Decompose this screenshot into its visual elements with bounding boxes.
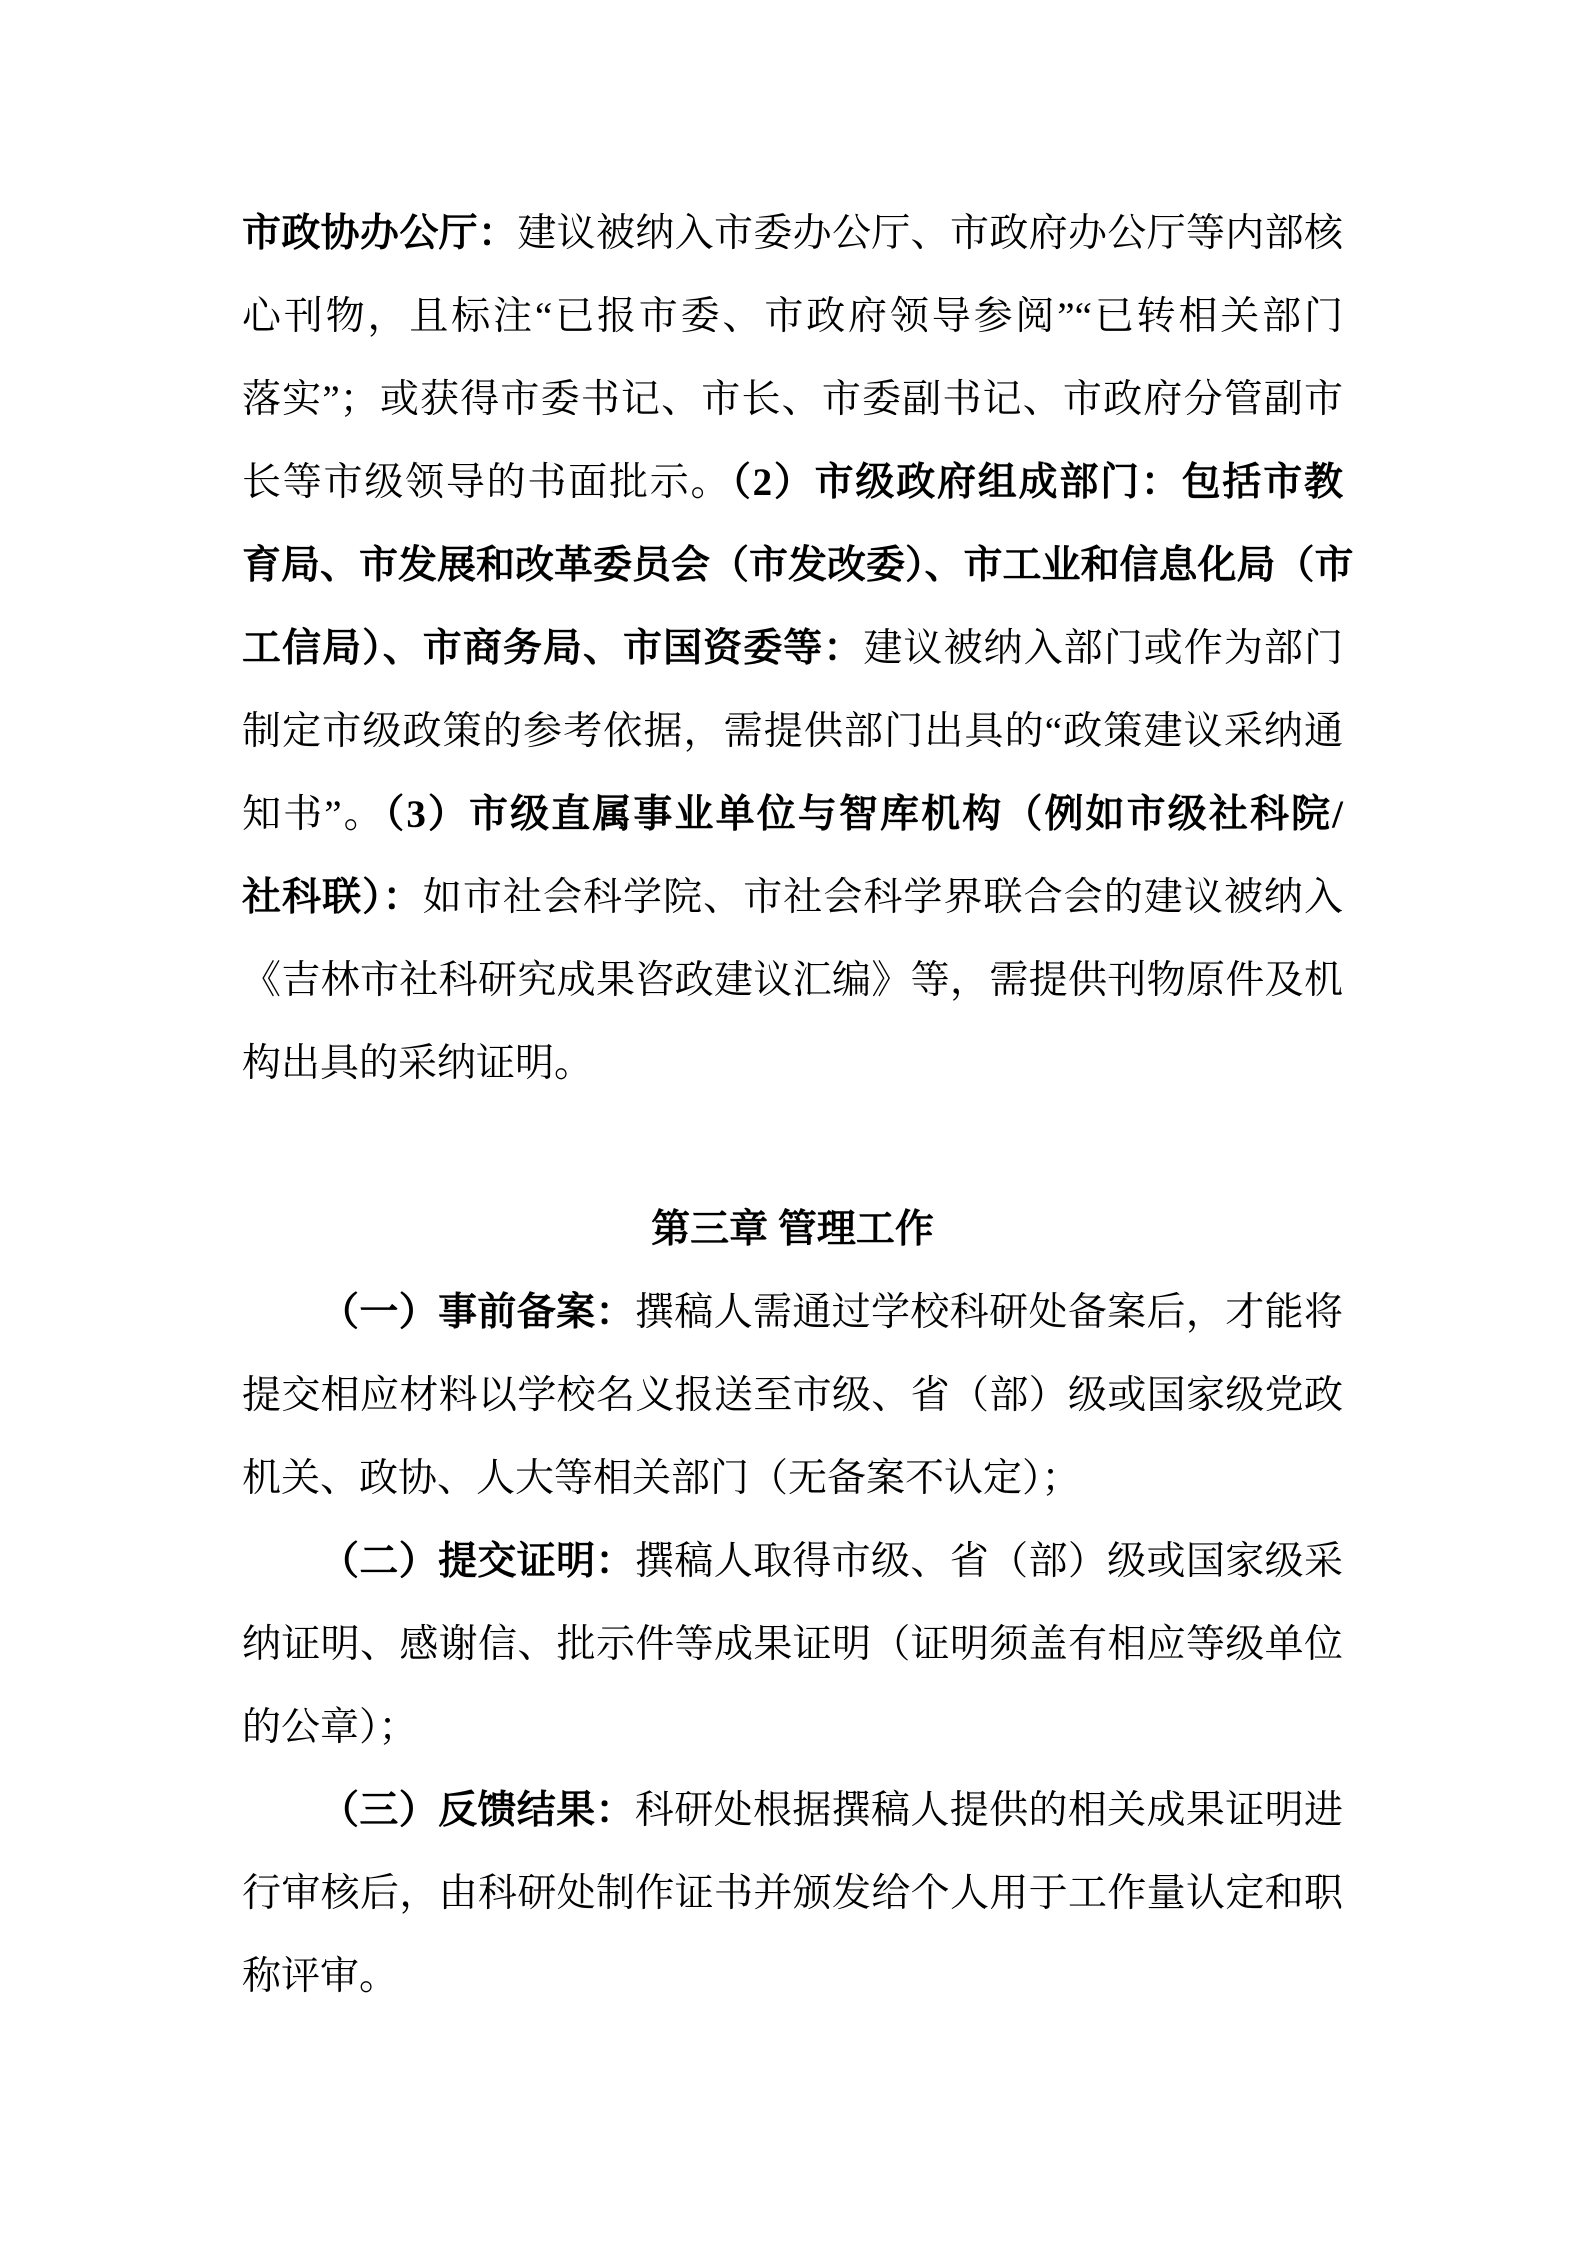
text-segment: 构出具的采纳证明。 bbox=[242, 1042, 594, 1085]
text-line bbox=[242, 275, 1343, 358]
text-segment: 建议被纳入部门或作为部门 bbox=[863, 627, 1343, 670]
item-3-feedback-result bbox=[242, 1769, 1343, 2018]
text-line bbox=[242, 773, 1343, 856]
text-line bbox=[242, 1686, 1343, 1769]
item-2-submit-proof bbox=[242, 1520, 1343, 1769]
text-segment: 称评审。 bbox=[242, 1955, 399, 1998]
text-line bbox=[242, 1603, 1343, 1686]
bold-text-segment: （二）提交证明： bbox=[320, 1540, 635, 1583]
bold-text-segment: 育局、市发展和改革委员会（市发改委）、市工业和信息化局（市 bbox=[242, 544, 1354, 587]
text-segment: 行审核后，由科研处制作证书并颁发给个人用于工作量认定和职 bbox=[242, 1872, 1343, 1915]
text-line bbox=[242, 607, 1343, 690]
text-line bbox=[242, 441, 1343, 524]
text-segment: 建议被纳入市委办公厅、市政府办公厅等内部核 bbox=[517, 212, 1343, 255]
text-segment: 科研处根据撰稿人提供的相关成果证明进 bbox=[634, 1789, 1343, 1832]
bold-text-segment: （3）市级直属事业单位与智库机构（例如市级社科院/ bbox=[384, 793, 1343, 836]
bold-text-segment: （三）反馈结果： bbox=[320, 1789, 635, 1832]
text-line bbox=[242, 1437, 1343, 1520]
text-line bbox=[242, 524, 1354, 607]
text-line bbox=[242, 1935, 1343, 2018]
item-1-advance-filing bbox=[242, 1271, 1343, 1520]
text-line bbox=[242, 1354, 1343, 1437]
bold-text-segment: （2）市级政府组成部门：包括市教 bbox=[731, 461, 1343, 504]
text-line bbox=[242, 358, 1343, 441]
text-segment: 撰稿人取得市级、省（部）级或国家级采 bbox=[634, 1540, 1343, 1583]
bold-text-segment: （一）事前备案： bbox=[320, 1291, 635, 1334]
text-segment: 提交相应材料以学校名义报送至市级、省（部）级或国家级党政 bbox=[242, 1374, 1343, 1417]
document-content bbox=[242, 192, 1354, 2018]
bold-text-segment: 工信局）、市商务局、市国资委等： bbox=[242, 627, 864, 670]
text-line bbox=[242, 856, 1343, 939]
text-line bbox=[242, 192, 1343, 275]
text-line bbox=[242, 1271, 1343, 1354]
text-line bbox=[242, 690, 1343, 773]
chapter-heading: 第三章 管理工作 bbox=[651, 1208, 934, 1251]
paragraph-city-level-adoption bbox=[242, 192, 1354, 1105]
text-line bbox=[242, 1022, 1343, 1105]
text-line bbox=[242, 1852, 1343, 1935]
text-line bbox=[242, 939, 1343, 1022]
text-segment: 纳证明、感谢信、批示件等成果证明（证明须盖有相应等级单位 bbox=[242, 1623, 1343, 1666]
text-segment: 《吉林市社科研究成果咨政建议汇编》等，需提供刊物原件及机 bbox=[242, 959, 1343, 1002]
text-segment: 撰稿人需通过学校科研处备案后，才能将 bbox=[634, 1291, 1343, 1334]
text-segment: 机关、政协、人大等相关部门（无备案不认定）； bbox=[242, 1457, 1081, 1500]
bold-text-segment: 市政协办公厅： bbox=[242, 212, 518, 255]
text-line bbox=[242, 1520, 1343, 1603]
text-segment: 落实”；或获得市委书记、市长、市委副书记、市政府分管副市 bbox=[242, 378, 1343, 421]
text-segment: 心刊物，且标注“已报市委、市政府领导参阅”“已转相关部门 bbox=[242, 295, 1343, 338]
bold-text-segment: 社科联）： bbox=[242, 876, 423, 919]
text-segment: 长等市级领导的书面批示。 bbox=[242, 461, 732, 504]
text-segment: 知书”。 bbox=[242, 793, 385, 836]
text-segment: 的公章）； bbox=[242, 1706, 418, 1749]
text-segment: 制定市级政策的参考依据，需提供部门出具的“政策建议采纳通 bbox=[242, 710, 1343, 753]
text-line bbox=[242, 1769, 1343, 1852]
text-segment: 如市社会科学院、市社会科学界联合会的建议被纳入 bbox=[422, 876, 1343, 919]
